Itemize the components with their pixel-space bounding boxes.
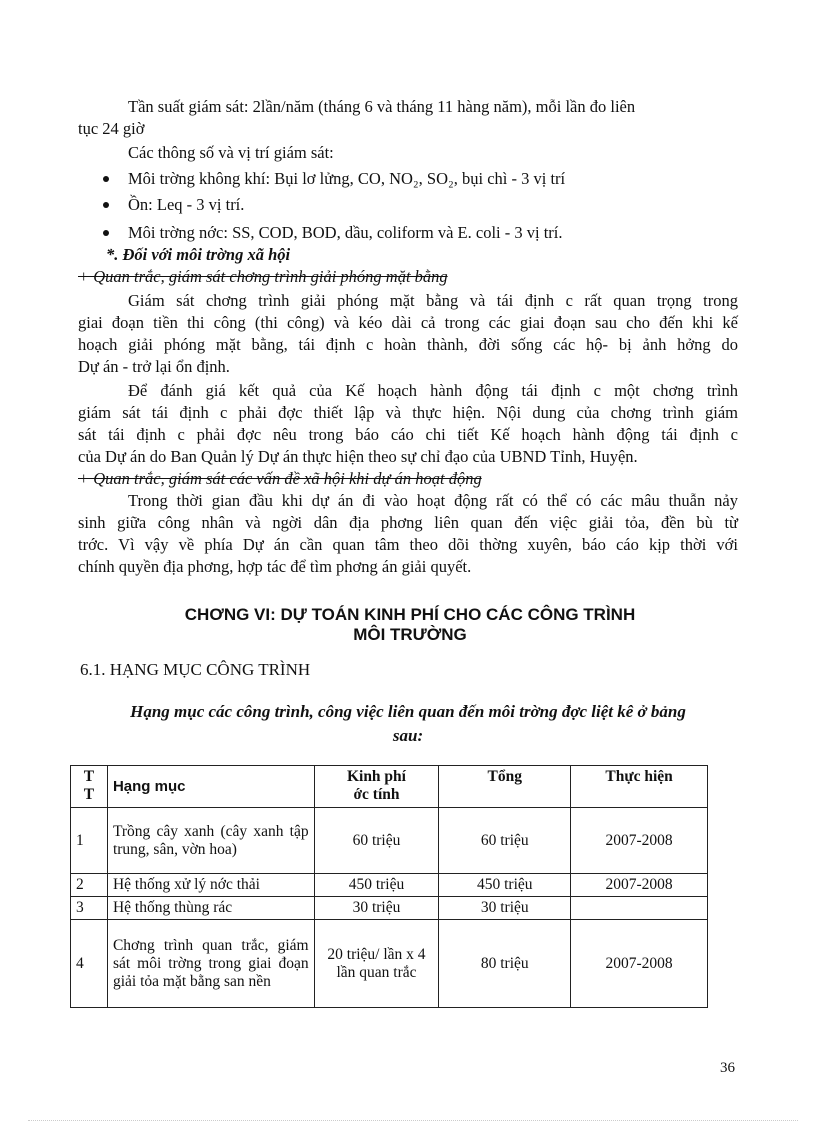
paragraph-line: chính quyền địa phơng, hợp tác để tìm phơng án giải quyết. — [78, 557, 472, 576]
bullet-item-water: Môi trờng nớc: SS, COD, BOD, dầu, coliform và E. coli - 3 vị trí. — [128, 223, 563, 242]
paragraph-line: sinh giữa công nhân và ngời dân địa phơng liên quan đến việc giải tỏa, đền bù từ — [78, 513, 738, 532]
cell-cost: 60 triệu — [314, 808, 439, 874]
cell-tt: 2 — [71, 874, 108, 897]
paragraph-line: Giám sát chơng trình giải phóng mặt bằng và tái định c rất quan trọng trong — [128, 291, 738, 310]
subheading-resettlement: + Quan trắc, giám sát chơng trình giải phóng mặt bằng — [78, 267, 448, 286]
paragraph-line: trớc. Vì vậy về phía Dự án cần quan tâm theo dõi thờng xuyên, báo cáo kịp thời với — [78, 535, 738, 554]
cell-tt: 1 — [71, 808, 108, 874]
cell-item: Hệ thống thùng rác — [107, 897, 314, 920]
paragraph-line: Trong thời gian đầu khi dự án đi vào hoạt động rất có thể có các mâu thuẫn nảy — [128, 491, 738, 510]
table-row — [71, 920, 708, 1008]
bullet-icon — [103, 202, 109, 208]
bullet-item-noise: Ồn: Leq - 3 vị trí. — [128, 195, 245, 214]
budget-table — [70, 765, 708, 1008]
paragraph-line: giám sát tái định c phải đợc thiết lập và thực hiện. Nội dung của chơng trình giám — [78, 403, 738, 422]
subheading-operation: + Quan trắc, giám sát các vấn đề xã hội khi dự án hoạt động — [78, 469, 482, 488]
cell-tt: 3 — [71, 897, 108, 920]
cell-total: 80 triệu — [439, 920, 571, 1008]
paragraph-line: của Dự án do Ban Quản lý Dự án thực hiện theo sự chỉ đạo của UBND Tỉnh, Huyện. — [78, 447, 638, 466]
header-tt: T T — [71, 766, 108, 808]
page-number: 36 — [720, 1060, 735, 1076]
table-caption-line-2: sau: — [392, 726, 424, 745]
paragraph-line: Để đánh giá kết quả của Kế hoạch hành động tái định c một chơng trình — [128, 381, 738, 400]
cell-item: Chơng trình quan trắc, giám sát môi trờng trong giai đoạn giải tỏa mặt bằng san nền — [107, 920, 314, 1008]
bullet-item-air: Môi trờng không khí: Bụi lơ lửng, CO, NO₂, SO₂, bụi chì - 3 vị trí — [128, 169, 566, 188]
cell-tt: 4 — [71, 920, 108, 1008]
paragraph-line: sát tái định c phải đợc nêu trong báo cáo chi tiết Kế hoạch hành động tái định c — [78, 425, 738, 444]
cell-cost: 20 triệu/ lần x 4 lần quan trắc — [314, 920, 439, 1008]
table-row — [71, 808, 708, 874]
chapter-title-line-2: MÔI TRƯỜNG — [353, 625, 467, 644]
params-intro: Các thông số và vị trí giám sát: — [128, 143, 334, 162]
section-title: 6.1. HẠNG MỤC CÔNG TRÌNH — [80, 660, 311, 679]
header-period: Thực hiện — [571, 766, 708, 808]
bullet-icon — [103, 176, 109, 182]
table-header-row — [71, 766, 708, 808]
header-item: Hạng mục — [107, 766, 314, 808]
cell-item: Hệ thống xử lý nớc thải — [107, 874, 314, 897]
paragraph-line: giai đoạn tiền thi công (thi công) và kéo dài cả trong các giai đoạn sau cho đến khi kế — [78, 313, 738, 332]
table-caption-line-1: Hạng mục các công trình, công việc liên quan đến môi trờng đợc liệt kê ở bảng — [130, 702, 686, 721]
table-row — [71, 897, 708, 920]
frequency-line-1: Tần suất giám sát: 2lần/năm (tháng 6 và tháng 11 hàng năm), mỗi lần đo liên — [128, 97, 636, 116]
cell-total: 60 triệu — [439, 808, 571, 874]
chapter-title-line-1: CHƠNG VI: DỰ TOÁN KINH PHÍ CHO CÁC CÔNG TRÌNH — [184, 605, 636, 624]
paragraph-line: Dự án - trở lại ổn định. — [78, 357, 230, 376]
social-heading: *. Đối với môi trờng xã hội — [106, 245, 291, 264]
header-total: Tổng — [439, 766, 571, 808]
cell-cost: 450 triệu — [314, 874, 439, 897]
table-row — [71, 874, 708, 897]
bullet-icon — [103, 230, 109, 236]
header-cost: Kinh phí ớc tính — [314, 766, 439, 808]
cell-period: 2007-2008 — [571, 808, 708, 874]
cell-item: Trồng cây xanh (cây xanh tập trung, sân, vờn hoa) — [107, 808, 314, 874]
cell-total: 30 triệu — [439, 897, 571, 920]
cell-period: 2007-2008 — [571, 920, 708, 1008]
cell-period: 2007-2008 — [571, 874, 708, 897]
cell-cost: 30 triệu — [314, 897, 439, 920]
paragraph-line: hoạch giải phóng mặt bằng, tái định c hoàn thành, đời sống các hộ- bị ảnh hởng do — [78, 335, 738, 354]
footer-divider — [28, 1120, 798, 1121]
cell-period — [571, 897, 708, 920]
frequency-line-2: tục 24 giờ — [78, 119, 145, 138]
cell-total: 450 triệu — [439, 874, 571, 897]
